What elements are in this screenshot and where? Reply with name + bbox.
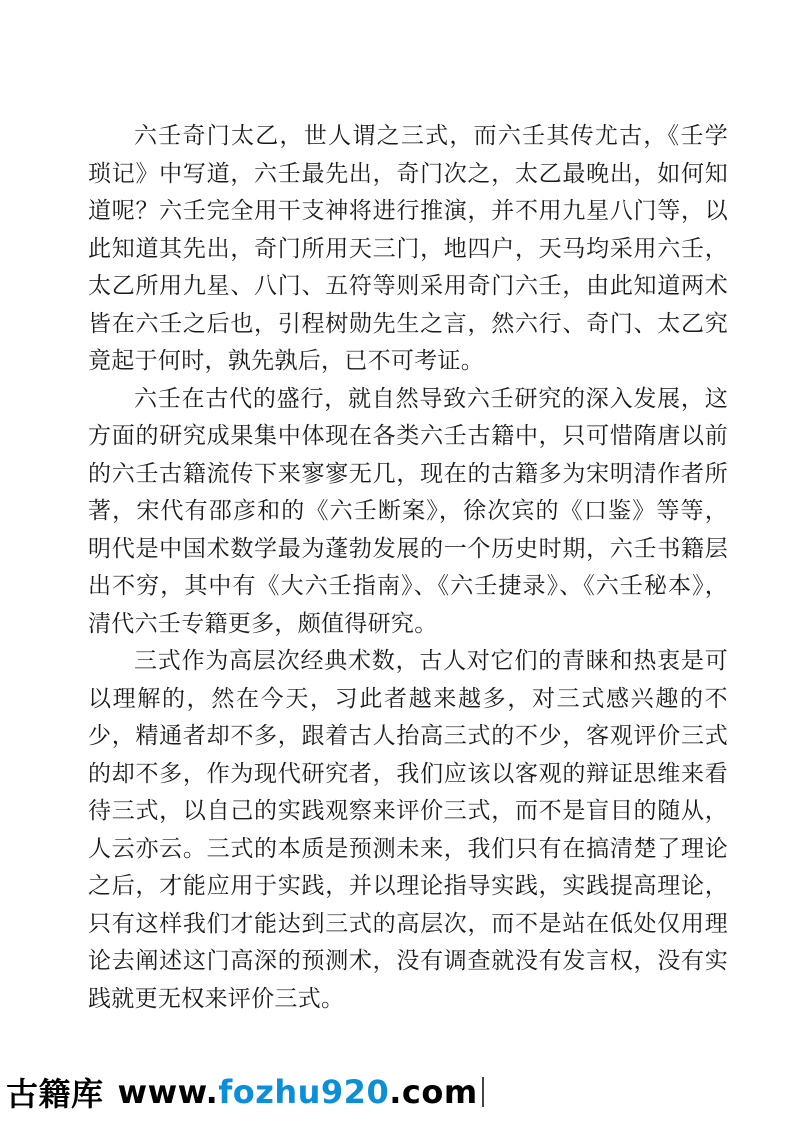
paragraph-3: 三式作为高层次经典术数，古人对它们的青睐和热衷是可以理解的，然在今天，习此者越来越多，对三式感兴趣的不少，精通者却不多，跟着古人抬高三式的不少，客观评价三式的却不多，作为现代研究者，我们应该以客观的辩证思维来看待三式，以自己的实践观察来评价三式，而不是盲目的随从，人云亦云。三式的本质是预测未来，我们只有在搞清楚了理论之后，才能应用于实践，并以理论指导实践，实践提高理论，只有这样我们才能达到三式的高层次，而不是站在低处仅用理论去阐述这门高深的预测术，没有调查就没有发言权，没有实践就更无权来评价三式。: [88, 648, 728, 1012]
watermark-url-suffix: .com: [389, 1073, 478, 1111]
watermark-url-prefix: www.: [117, 1073, 219, 1111]
watermark-site-name: 古籍库: [6, 1075, 104, 1113]
paragraph-1: 六壬奇门太乙，世人谓之三式，而六壬其传尤古，《壬学琐记》中写道，六壬最先出，奇门次之，太乙最晚出，如何知道呢？六壬完全用干支神将进行推演，并不用九星八门等，以此知道其先出，奇门所用天三门，地四户，天马均采用六壬，太乙所用九星、八门、五符等则采用奇门六壬，由此知道两术皆在六壬之后也，引程树勋先生之言，然六行、奇门、太乙究竟起于何时，孰先孰后，已不可考证。: [88, 123, 728, 374]
watermark-divider: [482, 1077, 484, 1107]
document-body: [88, 118, 728, 1018]
paragraph-2: 六壬在古代的盛行，就自然导致六壬研究的深入发展，这方面的研究成果集中体现在各类六壬古籍中，只可惜隋唐以前的六壬古籍流传下来寥寥无几，现在的古籍多为宋明清作者所著，宋代有邵彦和的《六壬断案》，徐次宾的《口鉴》等等，明代是中国术数学最为蓬勃发展的一个历史时期，六壬书籍层出不穷，其中有《大六壬指南》、《六壬捷录》、《六壬秘本》，清代六壬专籍更多，颇值得研究。: [88, 385, 728, 637]
watermark-url-brand: fozhu920: [218, 1073, 390, 1111]
watermark: [6, 1070, 484, 1114]
